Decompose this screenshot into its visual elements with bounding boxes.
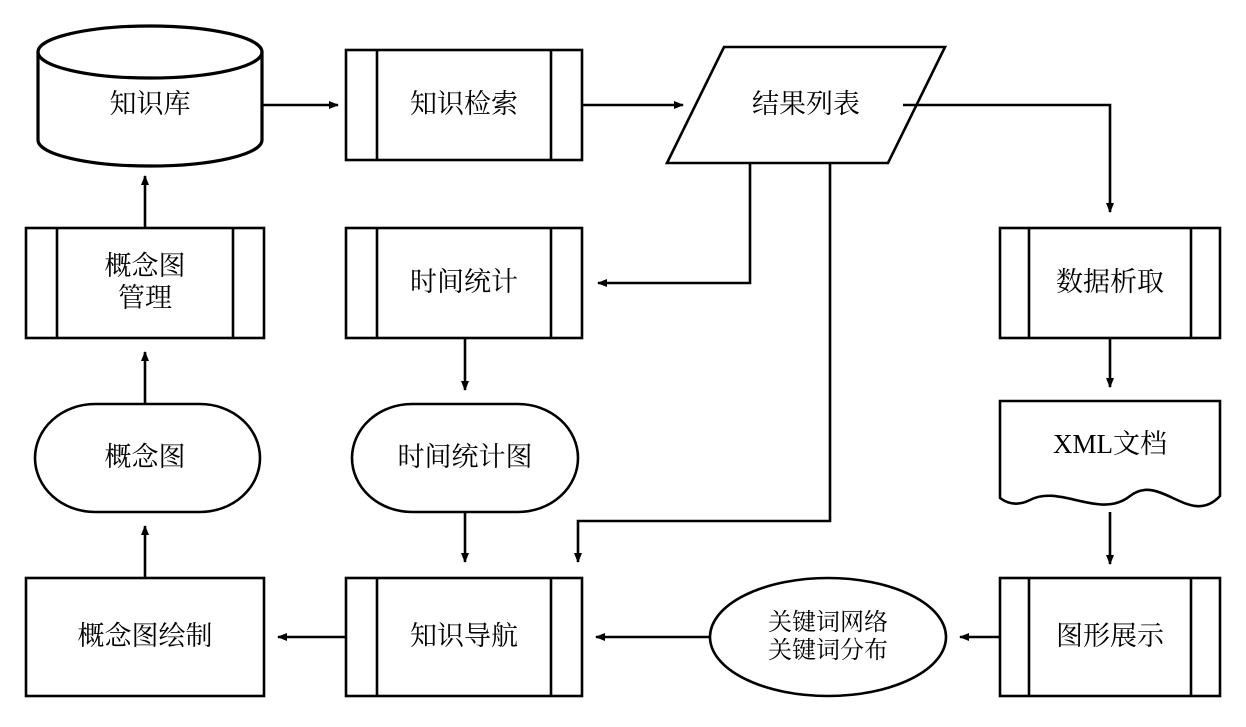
node-label-knowledge-nav: 知识导航	[410, 621, 518, 652]
node-label-concept-map-draw: 概念图绘制	[77, 621, 213, 652]
node-label-time-statistics: 时间统计	[410, 267, 518, 298]
node-concept-map	[35, 404, 260, 512]
node-keyword-network	[710, 578, 946, 696]
node-concept-map-manage	[26, 228, 264, 338]
node-label-knowledge-base: 知识库	[109, 89, 191, 120]
node-label-knowledge-retrieval: 知识检索	[410, 89, 518, 120]
edge-result-to-nav	[578, 163, 830, 562]
node-label-concept-map: 概念图	[104, 442, 186, 473]
node-concept-map-draw	[26, 578, 264, 696]
node-graphic-display	[1000, 578, 1220, 696]
node-time-statistics	[346, 228, 582, 338]
node-time-chart	[352, 404, 578, 512]
node-label-concept-map-manage: 概念图 管理	[104, 251, 186, 313]
node-label-time-chart: 时间统计图	[397, 442, 533, 473]
node-xml-document	[1000, 401, 1220, 506]
node-knowledge-base	[38, 26, 262, 166]
node-label-result-list: 结果列表	[752, 89, 860, 120]
node-label-keyword-network: 关键词网络 关键词分布	[768, 609, 888, 664]
node-data-extract	[1000, 228, 1220, 338]
node-label-xml-document: XML文档	[1053, 429, 1167, 460]
node-knowledge-nav	[346, 578, 582, 696]
node-knowledge-retrieval	[346, 50, 582, 160]
node-label-graphic-display: 图形展示	[1056, 621, 1164, 652]
node-label-data-extract: 数据析取	[1056, 267, 1164, 298]
edge-result-to-timestat	[598, 163, 750, 283]
edge-result-to-extract	[903, 105, 1110, 212]
